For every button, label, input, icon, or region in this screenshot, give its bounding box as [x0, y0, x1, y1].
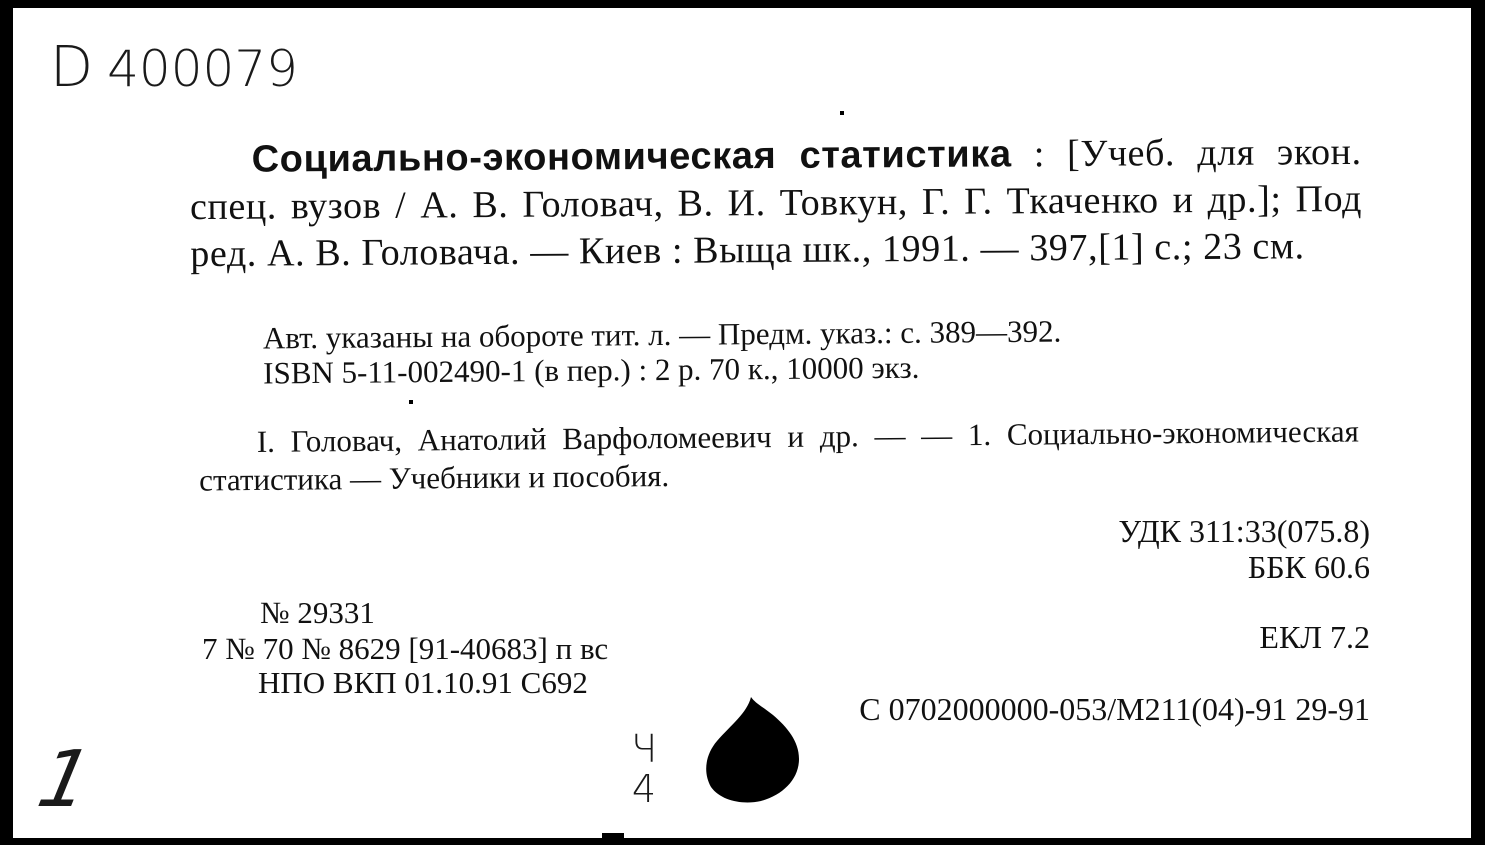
call-number [50, 35, 298, 100]
bbk-code: ББК 60.6 [1247, 549, 1370, 585]
ekl-code: ЕКЛ 7.2 [1259, 619, 1370, 655]
order-number: № 29331 [260, 595, 375, 630]
call-number-letter: D [50, 35, 94, 100]
npo-line: НПО ВКП 01.10.91 С692 [258, 665, 588, 700]
handwritten-mark: Ч 4 [630, 727, 658, 811]
notes-block [263, 314, 1062, 391]
print-line: 7 № 70 № 8629 [91-40683] п вс [202, 631, 609, 666]
handwritten-number: 1 [30, 735, 100, 825]
catalog-card [6, 5, 1478, 838]
tracing-text: I. Головач, Анатолий Варфоломеевич и др. — — 1. Социально-экономическая статистика — Учебники и пособия. [199, 413, 1359, 498]
note-isbn: ISBN 5-11-002490-1 (в пер.) : 2 р. 70 к., 10000 экз. [263, 349, 920, 391]
call-number-digits: 400079 [107, 40, 298, 98]
udk-code: УДК 311:33(075.8) [1118, 513, 1370, 549]
ink-blot-mark [703, 695, 801, 803]
code-line: C 0702000000-053/M211(04)-91 29-91 [859, 691, 1370, 727]
book-title: Социально-экономическая статистика [251, 133, 1012, 181]
description-text: : [Учеб. для экон. спец. вузов / А. В. Головач, В. И. Товкун, Г. Г. Ткаченко и др.]; Под ред. А. В. Головача. — Киев : Выща шк., 1991. — 397,[1] с.; 23 см. [189, 130, 1363, 276]
bibliographic-description [190, 129, 1363, 278]
tracing-block [199, 412, 1360, 499]
note-authors: Авт. указаны на обороте тит. л. — Предм. указ.: с. 389—392. [262, 313, 1062, 356]
